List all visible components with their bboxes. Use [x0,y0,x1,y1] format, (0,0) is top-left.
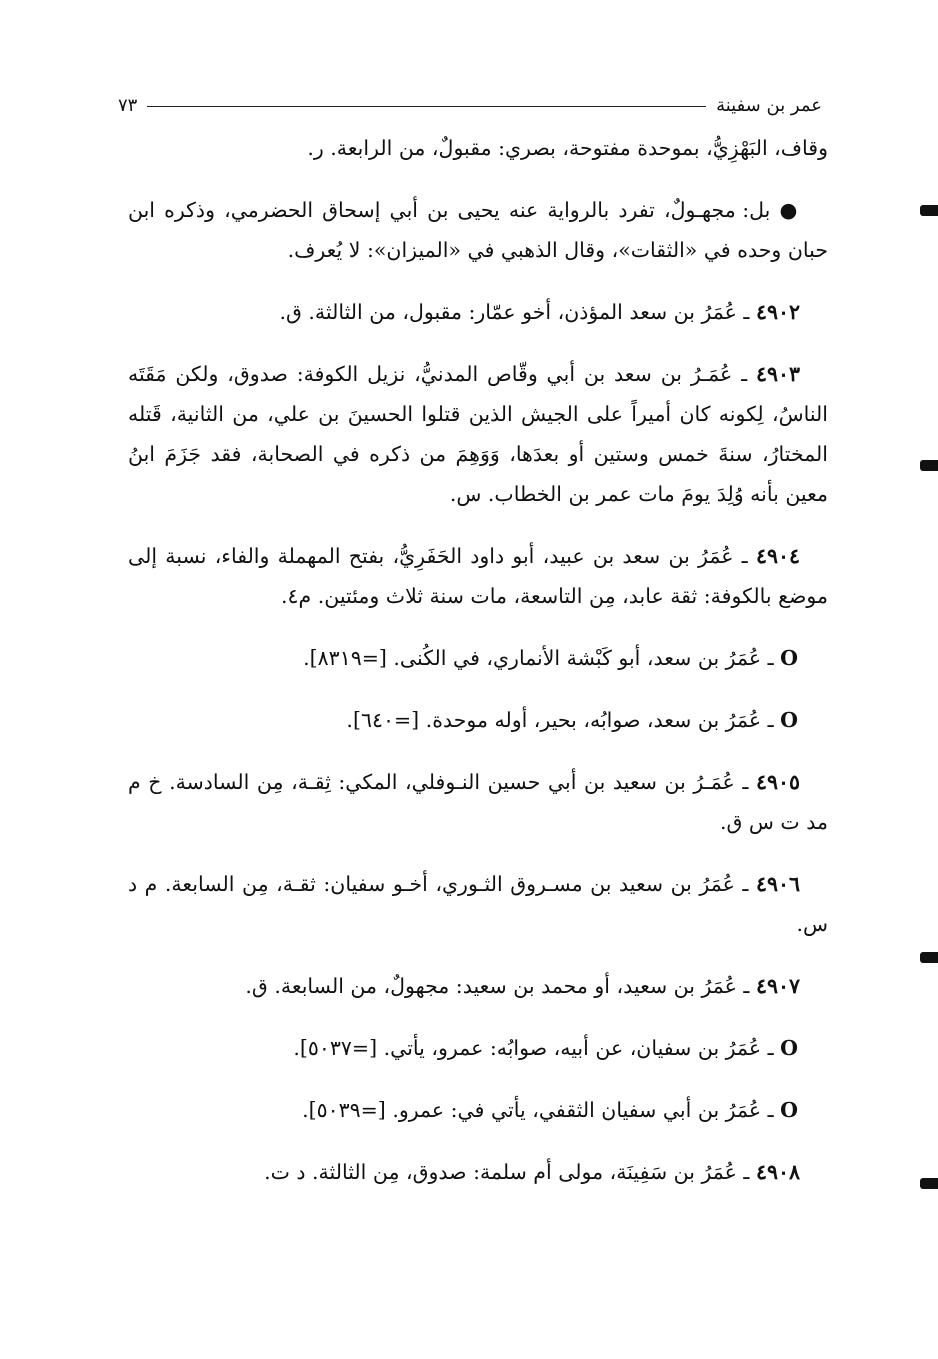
entry-number: ٤٩٠٢ [755,300,800,324]
page-body [128,128,828,1214]
entry-text: ـ عُمَرُ بن أبي سفيان الثقفي، يأتي في: عمرو. [=٥٠٣٩]. [302,1098,774,1122]
entry-4905 [128,762,828,842]
entry-4908 [128,1152,828,1192]
cross-reference [128,1090,798,1130]
entry-text: ـ عُمَرُ بن سعيد بن مسـروق الثـوري، أخـو سفيان: ثقـة، مِن السابعة. م د س. [128,872,828,936]
margin-marker [920,205,938,216]
entry-text: ـ عُمَرُ بن سعد، صوابُه، بحير، أوله موحدة. [=٦٤٠]. [346,708,774,732]
entry-number: ٤٩٠٣ [755,362,800,386]
margin-marker [920,460,938,471]
entry-number: ٤٩٠٦ [755,872,800,896]
cross-reference [128,700,798,740]
entry-text: بل: مجهـولٌ، تفرد بالرواية عنه يحيى بن أبي إسحاق الحضرمي، وذكره ابن حبان وحده في «الثقات»، وقال الذهبي في «الميزان»: لا يُعرف. [128,198,828,262]
entry-4903 [128,354,828,514]
entry-continuation [128,128,828,168]
entry-4907 [128,966,828,1006]
entry-text: ـ عُمَرُ بن سعد المؤذن، أخو عمّار: مقبول، من الثالثة. ق. [279,300,750,324]
margin-marker [920,952,938,963]
entry-text: ـ عُمَرُ بن سعد بن عبيد، أبو داود الحَفَرِيُّ، بفتح المهملة والفاء، نسبة إلى موضع بالكوفة: ثقة عابد، مِن التاسعة، مات سنة ثلاث ومئتين. م٤. [128,544,828,608]
circle-icon: O [780,1098,798,1122]
cross-reference [128,1028,798,1068]
header-rule [147,106,706,107]
entry-text: وقاف، البَهْزِيُّ، بموحدة مفتوحة، بصري: مقبولٌ، من الرابعة. ر. [307,136,828,160]
cross-reference [128,638,798,678]
entry-text: ـ عُمَـرُ بن سعيد بن أبي حسين النـوفلي، المكي: ثِقـة، مِن السادسة. خ م مد ت س ق. [128,770,828,834]
entry-text: ـ عُمَرُ بن سَفِينَة، مولى أم سلمة: صدوق، مِن الثالثة. د ت. [264,1160,750,1184]
entry-text: ـ عُمَرُ بن سعد، أبو كَبْشة الأنماري، في الكُنى. [=٨٣١٩]. [303,646,774,670]
entry-text: ـ عُمَرُ بن سعيد، أو محمد بن سعيد: مجهولٌ، من السابعة. ق. [245,974,750,998]
margin-marker [920,1178,938,1189]
entry-number: ٤٩٠٧ [755,974,800,998]
entry-4904 [128,536,828,616]
entry-number: ٤٩٠٤ [755,544,800,568]
bullet-icon: ● [779,198,800,222]
circle-icon: O [780,708,798,732]
entry-text: ـ عُمَـرُ بن سعد بن أبي وقّاص المدنيُّ، نزيل الكوفة: صدوق، ولكن مَقَتَه الناسُ، لِكونه كان أميراً على الجيش الذين قتلوا الحسينَ بن علي، من الثانية، قَتله المختارُ، سنةَ خمس وستين أو بعدَها، وَوَهِمَ من ذكره في الصحابة، فقد جَزَمَ ابنُ معين بأنه وُلِدَ يومَ مات عمر بن الخطاب. س. [128,362,828,506]
running-header [118,90,822,120]
page-number: ٧٣ [118,94,138,116]
entry-number: ٤٩٠٨ [755,1160,800,1184]
circle-icon: O [780,1036,798,1060]
bullet-note [128,190,828,270]
circle-icon: O [780,646,798,670]
entry-number: ٤٩٠٥ [755,770,800,794]
entry-4902 [128,292,828,332]
entry-text: ـ عُمَرُ بن سفيان، عن أبيه، صوابُه: عمرو، يأتي. [=٥٠٣٧]. [293,1036,774,1060]
header-title: عمر بن سفينة [716,94,822,116]
entry-4906 [128,864,828,944]
